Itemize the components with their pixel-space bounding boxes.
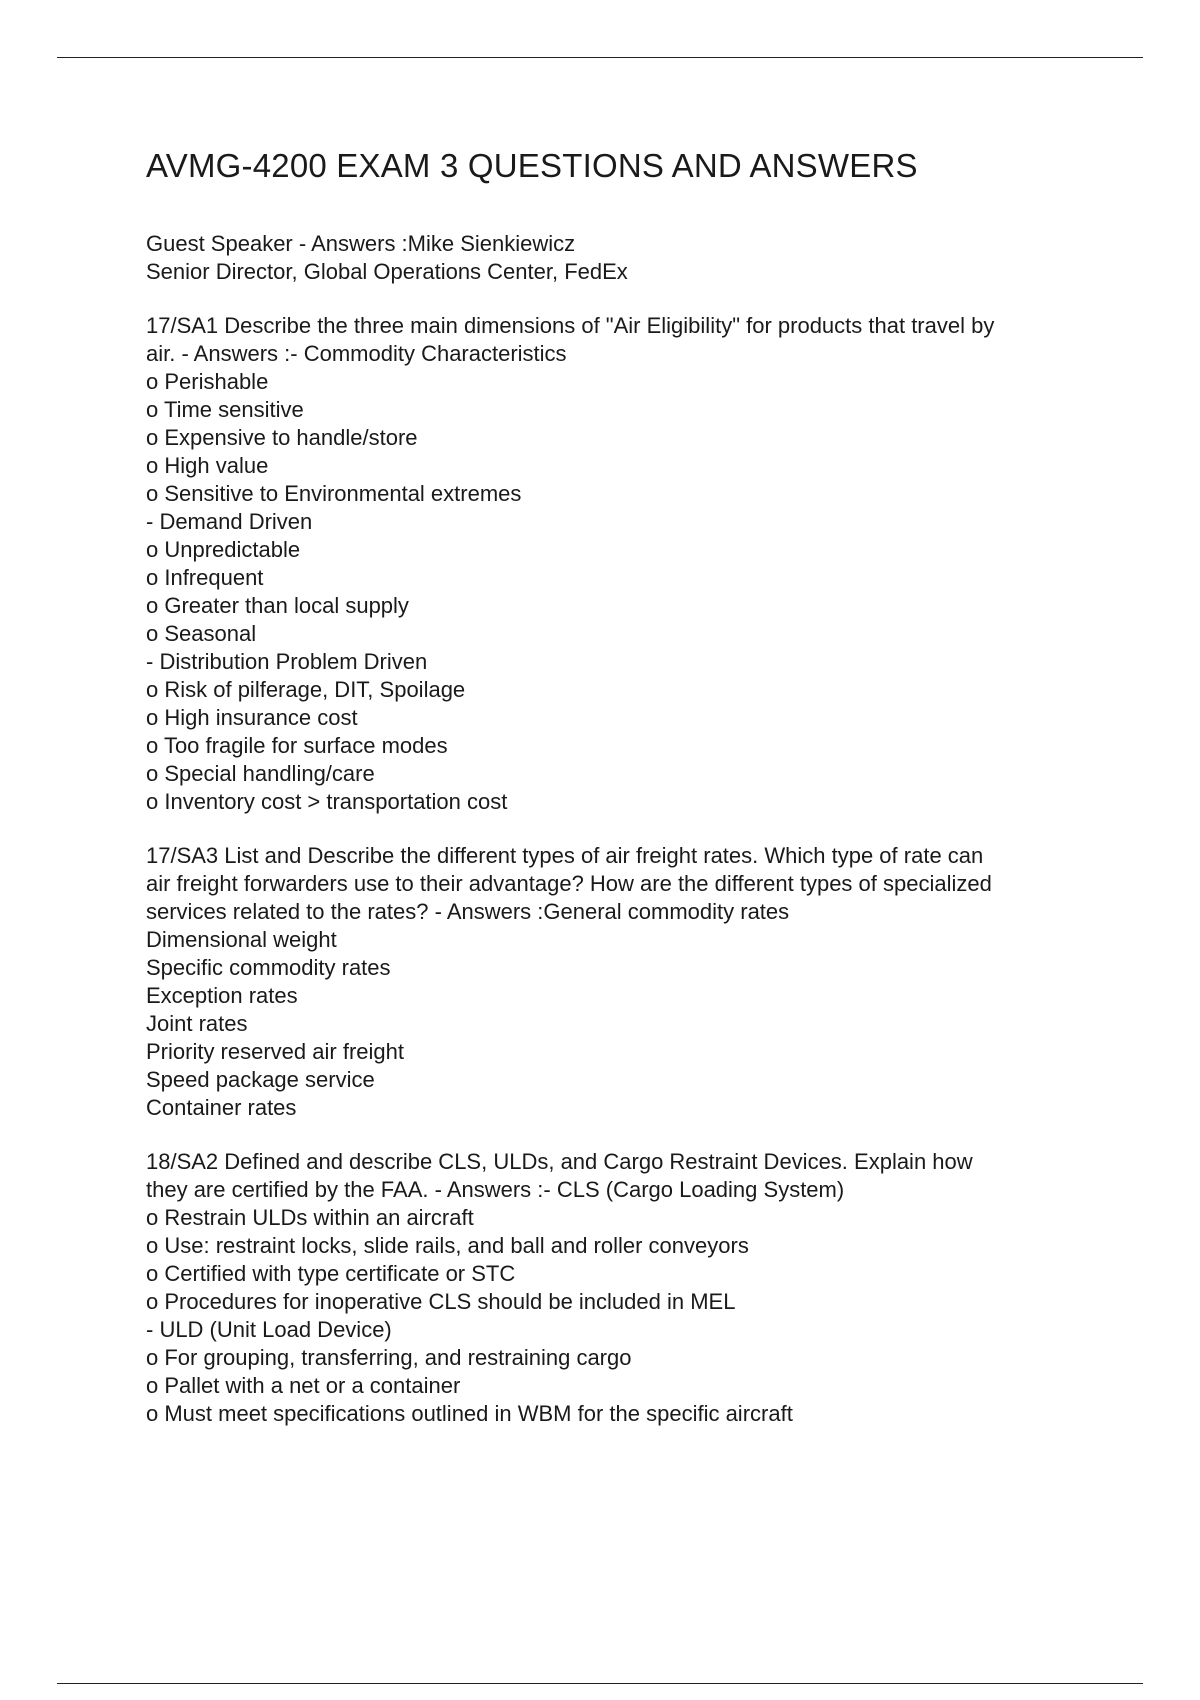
text-line: o Perishable [146,369,269,394]
qa-block [146,842,1086,1122]
text-line: - Demand Driven [146,509,313,534]
text-line: o Special handling/care [146,761,375,786]
text-line: Senior Director, Global Operations Center, FedEx [146,259,628,284]
text-line: o Greater than local supply [146,593,409,618]
text-line: 18/SA2 Defined and describe CLS, ULDs, and Cargo Restraint Devices. Explain how [146,1149,973,1174]
text-line: o Sensitive to Environmental extremes [146,481,522,506]
text-line: 17/SA3 List and Describe the different types of air freight rates. Which type of rate can [146,843,984,868]
text-line: Container rates [146,1095,297,1120]
qa-block [146,312,1086,816]
text-line: - Distribution Problem Driven [146,649,428,674]
text-line: Dimensional weight [146,927,337,952]
qa-section [146,230,1086,1428]
text-line: o Must meet specifications outlined in WBM for the specific aircraft [146,1401,793,1426]
bottom-rule [57,1683,1143,1684]
text-line: air freight forwarders use to their advantage? How are the different types of specialized [146,871,992,896]
text-line: o For grouping, transferring, and restraining cargo [146,1345,632,1370]
text-line: Exception rates [146,983,298,1008]
text-line: o Infrequent [146,565,264,590]
text-line: Guest Speaker - Answers :Mike Sienkiewicz [146,231,576,256]
text-line: o Inventory cost > transportation cost [146,789,508,814]
text-line: Priority reserved air freight [146,1039,404,1064]
text-line: Specific commodity rates [146,955,391,980]
top-rule [57,57,1143,58]
text-line: they are certified by the FAA. - Answers :- CLS (Cargo Loading System) [146,1177,845,1202]
text-line: - ULD (Unit Load Device) [146,1317,392,1342]
qa-block [146,230,1086,286]
text-line: o Pallet with a net or a container [146,1373,461,1398]
text-line: Speed package service [146,1067,375,1092]
text-line: services related to the rates? - Answers :General commodity rates [146,899,790,924]
text-line: o Too fragile for surface modes [146,733,448,758]
text-line: o Expensive to handle/store [146,425,418,450]
text-line: o Procedures for inoperative CLS should be included in MEL [146,1289,736,1314]
qa-block [146,1148,1086,1428]
text-line: o Restrain ULDs within an aircraft [146,1205,474,1230]
document-body [146,142,1086,1454]
text-line: Joint rates [146,1011,248,1036]
page-title: AVMG-4200 EXAM 3 QUESTIONS AND ANSWERS [146,147,918,184]
text-line: o Seasonal [146,621,257,646]
text-line: o Risk of pilferage, DIT, Spoilage [146,677,466,702]
text-line: air. - Answers :- Commodity Characteristics [146,341,567,366]
text-line: o Unpredictable [146,537,301,562]
text-line: o Certified with type certificate or STC [146,1261,516,1286]
text-line: o Use: restraint locks, slide rails, and ball and roller conveyors [146,1233,749,1258]
text-line: o High value [146,453,269,478]
text-line: o Time sensitive [146,397,304,422]
text-line: o High insurance cost [146,705,358,730]
text-line: 17/SA1 Describe the three main dimensions of "Air Eligibility" for products that travel by [146,313,995,338]
